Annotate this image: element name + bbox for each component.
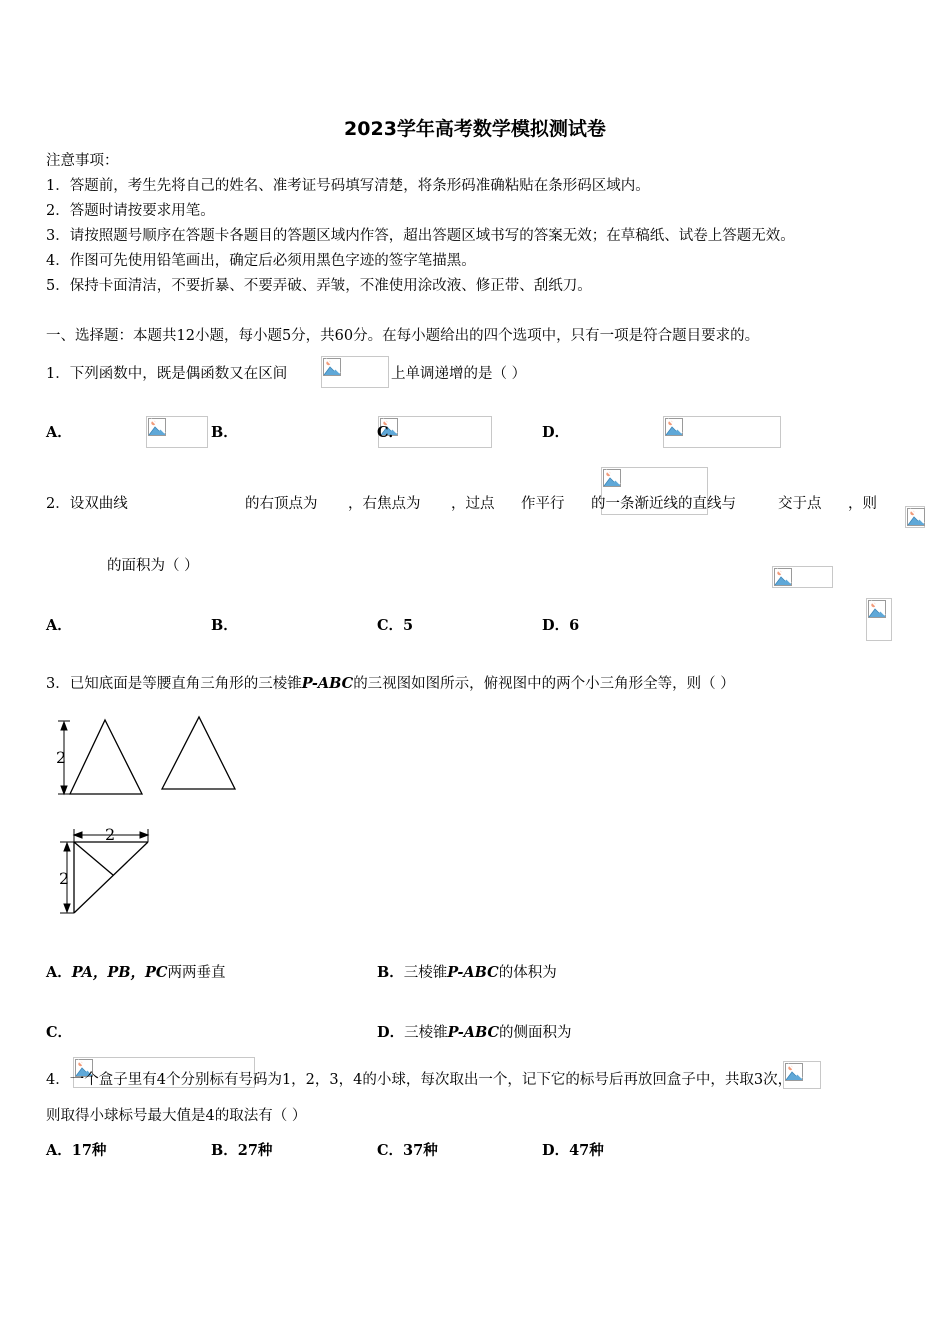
q1-option-d[interactable] (542, 423, 569, 443)
q4-stem: 则取得小球标号最大值是4的取法有（ ） (46, 1108, 307, 1124)
side-view-triangle (162, 717, 235, 789)
option-label: B． (377, 964, 404, 981)
option-vars: PA，PB，PC (71, 964, 168, 981)
q4-stem: 4．一个盒子里有4个分别标有号码为1，2，3，4的小球，每次取出一个，记下它的标号后再放回盒子中，共取3次， (46, 1072, 793, 1088)
option-vars: P-ABC (447, 1024, 500, 1041)
option-label: A． (46, 964, 72, 981)
q3-stem-a: 3．已知底面是等腰直角三角形的三棱锥 (46, 676, 302, 692)
q3-stem (46, 674, 735, 694)
option-text: 三棱锥 (403, 965, 448, 981)
q3-option-a[interactable] (46, 963, 225, 983)
formula-image (146, 416, 208, 448)
broken-image-icon (603, 469, 621, 487)
option-label: B．27种 (211, 1142, 273, 1159)
formula-image (663, 416, 781, 448)
q2-text: ，过点 (451, 496, 495, 512)
three-view-figure (50, 712, 250, 922)
option-label: D．6 (542, 617, 580, 634)
notice-heading: 注意事项： (46, 153, 119, 169)
option-label: B． (211, 424, 238, 441)
option-label: C．5 (377, 617, 414, 634)
notice-item: 1．答题前，考生先将自己的姓名、准考证号码填写清楚，将条形码准确粘贴在条形码区域内。 (46, 178, 650, 194)
q3-stem-c: 的三视图如图所示，俯视图中的两个小三角形全等，则（ ） (353, 676, 735, 692)
option-vars: P-ABC (447, 964, 499, 981)
option-label: C． (46, 1024, 73, 1041)
formula-image (772, 566, 833, 588)
q2-text: 的面积为（ ） (107, 558, 199, 574)
formula-image (321, 356, 389, 388)
q2-option-b[interactable] (211, 616, 238, 636)
q2-text: 的右顶点为 (245, 496, 318, 512)
broken-image-icon (323, 358, 341, 376)
option-text: 的体积为 (498, 965, 557, 981)
dimension-label: 2 (56, 748, 67, 767)
q2-text: ，则 (848, 496, 877, 512)
option-label: D．47种 (542, 1142, 604, 1159)
q2-option-a[interactable] (46, 616, 72, 636)
q3-stem-var: P-ABC (301, 675, 354, 692)
q1-option-b[interactable] (211, 423, 238, 443)
notice-item: 3．请按照题号顺序在答题卡各题目的答题区域内作答，超出答题区域书写的答案无效；在草稿纸、试卷上答题无效。 (46, 228, 795, 244)
front-view-triangle (70, 720, 142, 794)
notice-item: 4．作图可先使用铅笔画出，确定后必须用黑色字迹的签字笔描黑。 (46, 253, 476, 269)
q2-option-c[interactable] (377, 616, 413, 636)
q2-text: 交于点 (778, 496, 822, 512)
option-label: A．17种 (46, 1142, 107, 1159)
q2-option-d[interactable] (542, 616, 579, 636)
option-text: 三棱锥 (404, 1025, 448, 1041)
option-label: A． (46, 424, 72, 441)
notice-item: 2．答题时请按要求用笔。 (46, 203, 215, 219)
option-label: B． (211, 617, 238, 634)
option-text: 两两垂直 (167, 965, 226, 981)
q2-text: 2．设双曲线 (46, 496, 128, 512)
q1-stem-start: 1．下列函数中，既是偶函数又在区间 (46, 366, 288, 382)
q1-option-c[interactable] (377, 423, 403, 443)
notice-item: 5．保持卡面清洁，不要折暴、不要弄破、弄皱，不准使用涂改液、修正带、刮纸刀。 (46, 278, 592, 294)
broken-image-icon (774, 568, 792, 586)
q2-text: ，右焦点为 (348, 496, 421, 512)
q1-option-a[interactable] (46, 423, 72, 443)
q4-option-a[interactable] (46, 1141, 106, 1161)
formula-image (905, 506, 925, 528)
broken-image-icon (907, 508, 925, 526)
broken-image-icon (868, 600, 886, 618)
q3-option-b[interactable] (377, 963, 557, 983)
top-view-diagram (74, 842, 148, 913)
option-label: C． (377, 424, 404, 441)
option-text: 的侧面积为 (499, 1025, 572, 1041)
q3-option-d[interactable] (377, 1023, 572, 1043)
section-heading: 一、选择题：本题共12小题，每小题5分，共60分。在每小题给出的四个选项中，只有一项是符合题目要求的。 (46, 328, 760, 344)
q3-option-c[interactable] (46, 1023, 72, 1043)
page-title: 2023学年高考数学模拟测试卷 (344, 118, 606, 140)
option-label: A． (46, 617, 72, 634)
broken-image-icon (148, 418, 166, 436)
formula-image (866, 598, 892, 641)
q1-stem-end: 上单调递增的是（ ） (391, 366, 527, 382)
q4-option-d[interactable] (542, 1141, 604, 1161)
q2-text: 的一条渐近线的直线与 (591, 496, 736, 512)
dimension-label: 2 (105, 825, 116, 844)
q4-option-c[interactable] (377, 1141, 438, 1161)
q2-text: 作平行 (521, 496, 565, 512)
broken-image-icon (665, 418, 683, 436)
option-label: D． (377, 1024, 405, 1041)
option-label: C．37种 (377, 1142, 438, 1159)
option-label: D． (542, 424, 570, 441)
q4-option-b[interactable] (211, 1141, 272, 1161)
dimension-label: 2 (59, 869, 70, 888)
